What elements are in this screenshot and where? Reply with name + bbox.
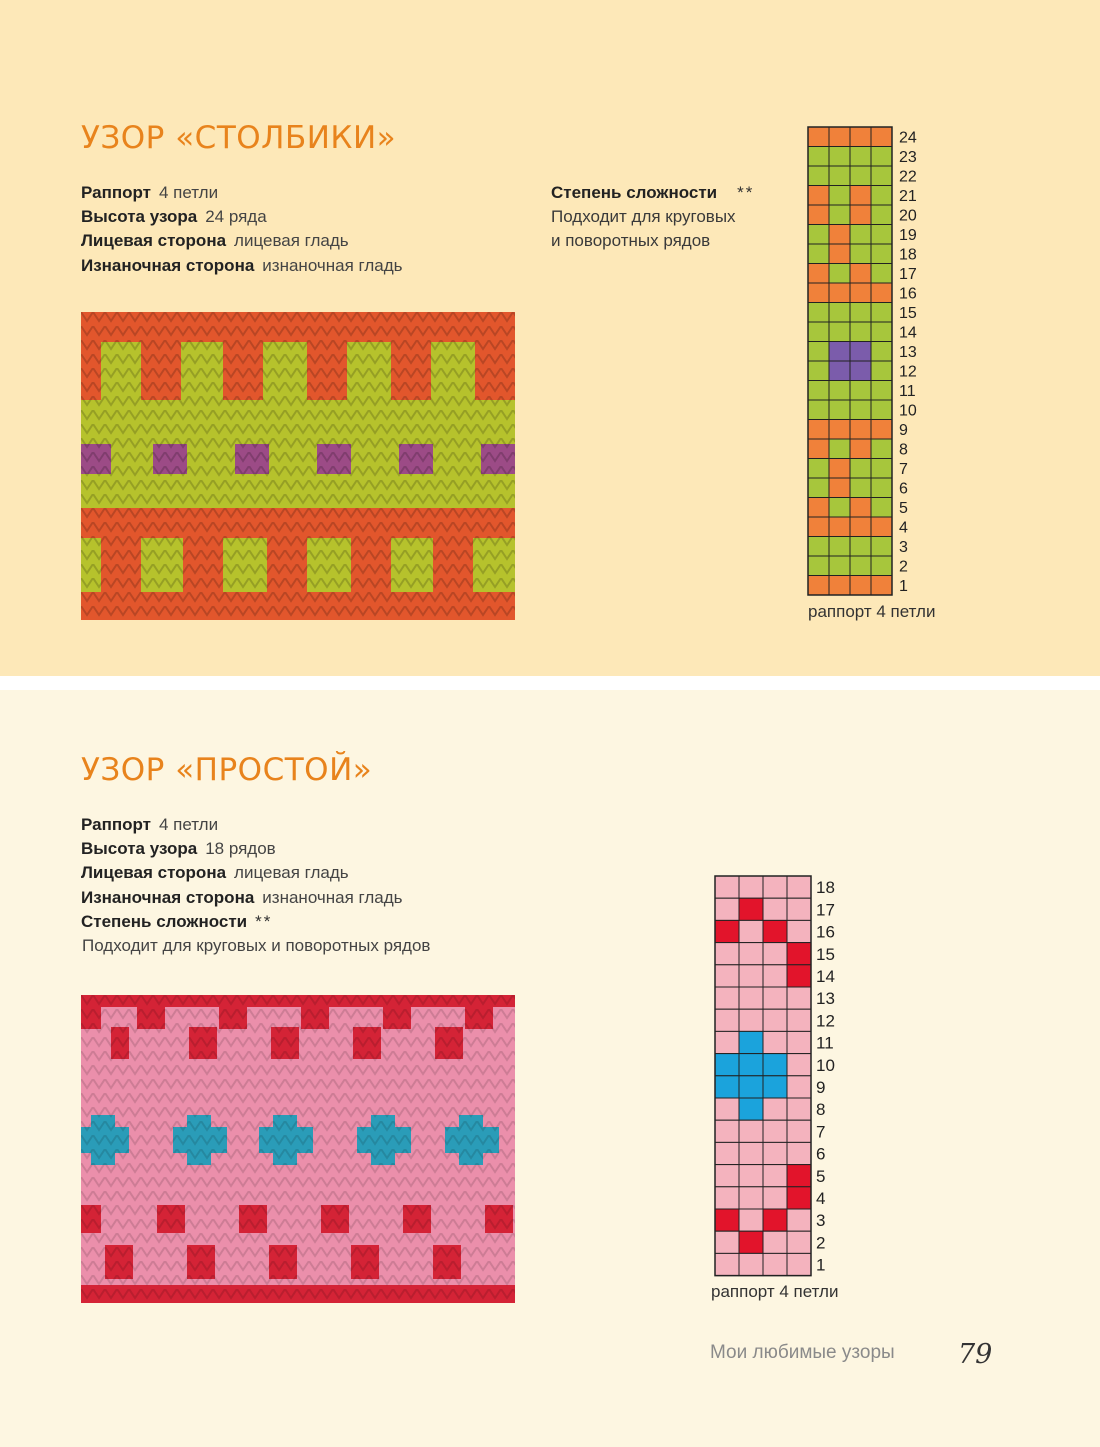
chart-cell: [808, 127, 829, 147]
chart-cell: [787, 920, 811, 942]
chart-cell: [715, 1142, 739, 1164]
chart-cell: [850, 303, 871, 323]
chart-cell: [763, 1165, 787, 1187]
difficulty-stars: **: [737, 183, 755, 202]
chart-cell: [739, 1009, 763, 1031]
row-number-label: 4: [816, 1189, 826, 1209]
suitability-note: Подходит для круговых: [551, 207, 736, 227]
chart-cell: [829, 225, 850, 245]
spec-rapport: [81, 181, 403, 205]
chart-cell: [808, 361, 829, 381]
spec-face: [81, 861, 430, 885]
chart-cell: [850, 459, 871, 479]
chart-cell: [715, 1009, 739, 1031]
row-number-label: 17: [816, 900, 835, 920]
chart-cell: [850, 322, 871, 342]
chart-grid: [808, 127, 932, 597]
chart-cell: [871, 537, 892, 557]
chart-cell: [829, 322, 850, 342]
chart-cell: [787, 1120, 811, 1142]
chart-cell: [739, 898, 763, 920]
chart-cell: [739, 1253, 763, 1275]
chart-cell: [829, 537, 850, 557]
chart-cell: [871, 283, 892, 303]
chart-cell: [739, 1120, 763, 1142]
row-number-label: 10: [899, 402, 917, 420]
chart-cell: [715, 898, 739, 920]
chart-cell: [808, 147, 829, 167]
chart-cell: [829, 517, 850, 537]
chart-cell: [871, 147, 892, 167]
chart-cell: [871, 264, 892, 284]
row-number-label: 11: [816, 1033, 834, 1053]
chart-cell: [715, 1054, 739, 1076]
chart-cell: [787, 1009, 811, 1031]
chart-cell: [871, 517, 892, 537]
chart-cell: [763, 943, 787, 965]
spec-value: лицевая гладь: [234, 231, 349, 251]
chart-cell: [871, 498, 892, 518]
chart-cell: [871, 576, 892, 596]
row-number-label: 18: [816, 878, 835, 898]
chart-cell: [871, 342, 892, 362]
chart-cell: [787, 1142, 811, 1164]
pattern1-difficulty: [551, 181, 754, 254]
chart-cell: [829, 498, 850, 518]
chart-cell: [829, 166, 850, 186]
chart-cell: [715, 1165, 739, 1187]
row-number-label: 5: [816, 1166, 826, 1186]
row-number-label: 12: [816, 1011, 835, 1031]
chart-cell: [763, 1076, 787, 1098]
chart-cell: [715, 1076, 739, 1098]
chart-cell: [739, 1098, 763, 1120]
chart-cell: [871, 556, 892, 576]
pattern2-knit-photo: [81, 995, 515, 1303]
knit-sample-image: [81, 312, 515, 620]
chart-cell: [808, 556, 829, 576]
chart-cell: [850, 244, 871, 264]
chart-cell: [787, 876, 811, 898]
spec-rapport: [81, 813, 430, 837]
chart-cell: [871, 459, 892, 479]
row-number-label: 2: [899, 558, 908, 576]
spec-label: Раппорт: [81, 815, 151, 834]
spec-value: лицевая гладь: [234, 863, 349, 883]
spec-label: Изнаночная сторона: [81, 255, 255, 275]
row-number-label: 5: [899, 500, 908, 518]
chart-cell: [829, 576, 850, 596]
chart-cell: [850, 498, 871, 518]
chart-cell: [850, 556, 871, 576]
chart-cell: [871, 225, 892, 245]
chart-cell: [739, 1165, 763, 1187]
chart-cell: [715, 965, 739, 987]
chart-cell: [739, 1142, 763, 1164]
chart-cell: [871, 303, 892, 323]
spec-label: Высота узора: [81, 839, 198, 859]
difficulty-stars: **: [255, 911, 273, 931]
row-number-label: 18: [899, 246, 917, 264]
chart-cell: [739, 965, 763, 987]
chart-cell: [829, 439, 850, 459]
chart-cell: [871, 127, 892, 147]
row-number-label: 7: [816, 1122, 826, 1142]
pattern1-chart: [808, 127, 932, 597]
row-number-label: 4: [899, 519, 908, 537]
chart-cell: [763, 987, 787, 1009]
chart-cell: [829, 381, 850, 401]
chart-cell: [829, 400, 850, 420]
row-number-label: 14: [899, 324, 917, 342]
chart-cell: [850, 127, 871, 147]
row-number-label: 23: [899, 149, 917, 167]
chart-cell: [850, 517, 871, 537]
spec-back: [81, 254, 403, 278]
chart-cell: [739, 987, 763, 1009]
spec-label: Лицевая сторона: [81, 231, 227, 251]
chart-cell: [808, 264, 829, 284]
chart-cell: [829, 283, 850, 303]
chart-cell: [787, 1076, 811, 1098]
chart-cell: [850, 381, 871, 401]
chart-cell: [808, 303, 829, 323]
row-number-label: 16: [899, 285, 917, 303]
row-number-label: 12: [899, 363, 917, 381]
chart-grid: [715, 876, 851, 1278]
chart-cell: [808, 322, 829, 342]
chart-cell: [850, 166, 871, 186]
chart-cell: [829, 244, 850, 264]
chart-cell: [763, 1009, 787, 1031]
spec-label: Изнаночная сторона: [81, 887, 255, 907]
chart-cell: [739, 920, 763, 942]
chart-cell: [829, 342, 850, 362]
row-number-label: 21: [899, 188, 917, 206]
chart-cell: [850, 361, 871, 381]
row-number-label: 9: [899, 422, 908, 440]
chart-cell: [715, 1209, 739, 1231]
row-number-label: 6: [816, 1144, 826, 1164]
pattern1-knit-photo: [81, 312, 515, 620]
chart-cell: [739, 1231, 763, 1253]
chart-cell: [850, 283, 871, 303]
spec-label: Лицевая сторона: [81, 863, 227, 883]
chart-cell: [715, 920, 739, 942]
chart-cell: [739, 943, 763, 965]
row-number-label: 13: [816, 989, 835, 1009]
chart-cell: [739, 1187, 763, 1209]
chart-cell: [787, 965, 811, 987]
chart-cell: [871, 244, 892, 264]
chart-cell: [763, 965, 787, 987]
chart-cell: [871, 361, 892, 381]
spec-value: 24 ряда: [205, 207, 267, 227]
chart-cell: [787, 1209, 811, 1231]
spec-height: [81, 837, 430, 861]
chart-cell: [787, 943, 811, 965]
chart-cell: [763, 1098, 787, 1120]
chart-cell: [871, 166, 892, 186]
chart-cell: [808, 576, 829, 596]
row-number-label: 7: [899, 461, 908, 479]
chart-cell: [808, 498, 829, 518]
difficulty-label: Степень сложности: [81, 911, 248, 931]
spec-label: Раппорт: [81, 183, 151, 202]
chart-cell: [871, 186, 892, 206]
chart-cell: [763, 1187, 787, 1209]
chart-cell: [715, 943, 739, 965]
pattern1-specs: [81, 181, 403, 278]
chart-cell: [808, 381, 829, 401]
spec-label: Высота узора: [81, 207, 198, 227]
chart-cell: [787, 1231, 811, 1253]
row-number-label: 8: [816, 1100, 826, 1120]
chart-cell: [871, 478, 892, 498]
spec-value: 4 петли: [158, 815, 219, 834]
chart-cell: [808, 225, 829, 245]
chart-cell: [787, 1054, 811, 1076]
chart-cell: [871, 439, 892, 459]
chart-cell: [829, 186, 850, 206]
chart-cell: [808, 205, 829, 225]
chart-cell: [850, 342, 871, 362]
chart-cell: [763, 876, 787, 898]
chart-cell: [715, 1098, 739, 1120]
chart-cell: [850, 478, 871, 498]
chart-cell: [763, 1142, 787, 1164]
chart-cell: [808, 537, 829, 557]
pattern1-title: УЗОР «СТОЛБИКИ»: [81, 120, 397, 156]
chart-cell: [871, 205, 892, 225]
chart-cell: [715, 1253, 739, 1275]
chart-cell: [763, 1031, 787, 1053]
row-number-label: 6: [899, 480, 908, 498]
row-number-label: 14: [816, 967, 835, 987]
chart-cell: [787, 1165, 811, 1187]
chart-cell: [763, 1209, 787, 1231]
row-number-label: 3: [899, 539, 908, 557]
chart-cell: [850, 264, 871, 284]
chart-cell: [763, 1253, 787, 1275]
row-number-label: 20: [899, 207, 917, 225]
chart-cell: [850, 439, 871, 459]
chart-cell: [787, 898, 811, 920]
row-number-label: 11: [899, 383, 916, 401]
chart-cell: [715, 1187, 739, 1209]
row-number-label: 22: [899, 168, 917, 186]
row-number-label: 1: [816, 1255, 826, 1275]
book-title: Мои любимые узоры: [710, 1342, 895, 1363]
chart-cell: [850, 537, 871, 557]
row-number-label: 3: [816, 1211, 826, 1231]
chart-cell: [808, 283, 829, 303]
chart-cell: [829, 556, 850, 576]
chart-cell: [787, 987, 811, 1009]
spec-value: изнаночная гладь: [262, 887, 403, 907]
chart-cell: [787, 1253, 811, 1275]
chart-cell: [850, 147, 871, 167]
chart-cell: [871, 381, 892, 401]
row-number-label: 24: [899, 129, 917, 147]
chart-cell: [739, 1054, 763, 1076]
chart-cell: [829, 127, 850, 147]
chart-cell: [739, 876, 763, 898]
row-number-label: 8: [899, 441, 908, 459]
chart-cell: [829, 303, 850, 323]
spec-back: [81, 886, 430, 910]
chart-cell: [739, 1209, 763, 1231]
chart-cell: [787, 1187, 811, 1209]
chart-cell: [850, 420, 871, 440]
chart-cell: [808, 186, 829, 206]
pattern2-chart: [715, 876, 851, 1278]
chart-cell: [850, 225, 871, 245]
chart-cell: [829, 420, 850, 440]
chart-cell: [763, 898, 787, 920]
suitability-note: Подходит для круговых и поворотных рядов: [82, 936, 431, 956]
chart-cell: [829, 147, 850, 167]
chart-cell: [808, 400, 829, 420]
spec-value: 4 петли: [158, 183, 219, 202]
row-number-label: 16: [816, 922, 835, 942]
chart-cell: [715, 987, 739, 1009]
chart-cell: [808, 244, 829, 264]
row-number-label: 19: [899, 227, 917, 245]
knit-sample-image: [81, 995, 515, 1303]
chart-cell: [715, 1031, 739, 1053]
chart-cell: [715, 1231, 739, 1253]
spec-difficulty: [81, 910, 430, 934]
chart-cell: [829, 361, 850, 381]
chart-cell: [739, 1076, 763, 1098]
chart-cell: [715, 1120, 739, 1142]
row-number-label: 9: [816, 1078, 826, 1098]
row-number-label: 1: [899, 578, 908, 596]
difficulty-label: Степень сложности: [551, 183, 718, 202]
chart-cell: [808, 342, 829, 362]
chart-cell: [787, 1098, 811, 1120]
chart-cell: [808, 166, 829, 186]
chart-cell: [871, 420, 892, 440]
spec-value: изнаночная гладь: [262, 255, 403, 275]
chart-cell: [808, 478, 829, 498]
chart-cell: [829, 205, 850, 225]
row-number-label: 15: [816, 944, 835, 964]
chart-cell: [787, 1031, 811, 1053]
row-number-label: 2: [816, 1233, 826, 1253]
chart-cell: [763, 1120, 787, 1142]
row-number-label: 10: [816, 1055, 835, 1075]
chart-cell: [829, 264, 850, 284]
chart-cell: [829, 478, 850, 498]
section-divider: [0, 676, 1100, 690]
chart-cell: [850, 186, 871, 206]
chart-cell: [829, 459, 850, 479]
row-number-label: 17: [899, 266, 917, 284]
pattern2-chart-caption: раппорт 4 петли: [711, 1282, 839, 1301]
chart-cell: [763, 920, 787, 942]
spec-face: [81, 229, 403, 253]
chart-cell: [763, 1231, 787, 1253]
row-number-label: 13: [899, 344, 917, 362]
pattern1-chart-caption: раппорт 4 петли: [808, 602, 936, 621]
pattern2-specs: [81, 813, 430, 958]
chart-cell: [715, 876, 739, 898]
spec-height: [81, 205, 403, 229]
row-number-label: 15: [899, 305, 917, 323]
chart-cell: [850, 576, 871, 596]
chart-cell: [808, 517, 829, 537]
pattern2-title: УЗОР «ПРОСТОЙ»: [81, 752, 373, 788]
chart-cell: [808, 439, 829, 459]
chart-cell: [739, 1031, 763, 1053]
chart-cell: [808, 459, 829, 479]
chart-cell: [850, 400, 871, 420]
page-number: 79: [958, 1339, 993, 1370]
spec-value: 18 рядов: [205, 839, 276, 859]
suitability-note: и поворотных рядов: [551, 231, 711, 251]
chart-cell: [871, 400, 892, 420]
chart-cell: [808, 420, 829, 440]
chart-cell: [763, 1054, 787, 1076]
chart-cell: [871, 322, 892, 342]
chart-cell: [850, 205, 871, 225]
